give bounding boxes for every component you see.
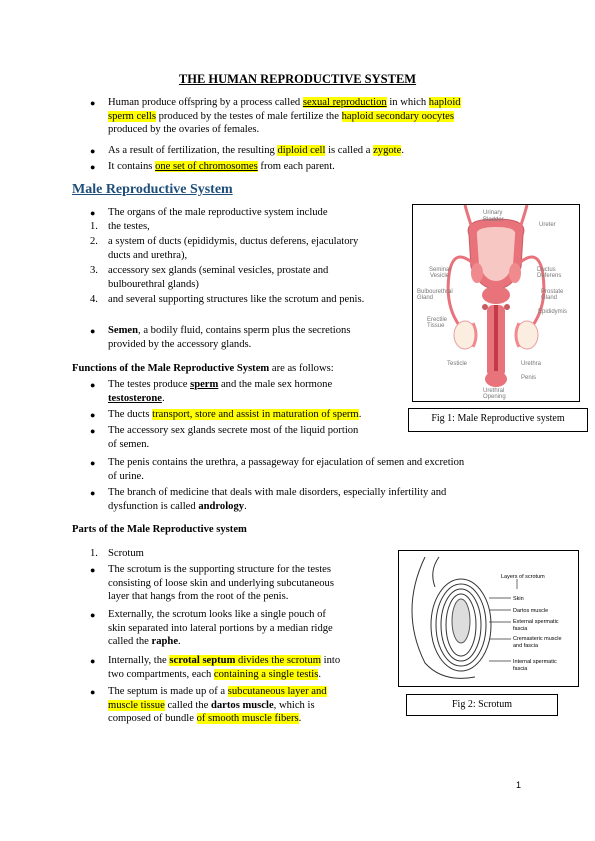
bullet-icon: ● <box>90 565 96 575</box>
label-internal-2: fascia <box>513 666 528 672</box>
label-dartos: Dartos muscle <box>513 608 549 614</box>
label-bulbourethral-2: Gland <box>417 295 434 301</box>
function-2: The ducts transport, store and assist in maturation of sperm. <box>108 409 362 420</box>
label-ductus: Ductus <box>537 267 556 273</box>
label-penis: Penis <box>521 375 537 381</box>
label-urethral-opening-2: Opening <box>483 394 506 400</box>
scrotum-bullet-4: The septum is made up of a subcutaneous layer and muscle tissue called the dartos muscle, which is composed of bundle of smooth muscle fibers. <box>108 686 327 725</box>
section-heading-male-reproductive-system: Male Reproductive System <box>72 182 233 197</box>
functions-heading: Functions of the Male Reproductive System are as follows: <box>72 363 334 374</box>
label-urethra: Urethra <box>521 361 542 367</box>
organ-item-3: accessory sex glands (seminal vesicles, prostate and bulbourethral glands) <box>108 265 329 290</box>
label-ductus-2: Deferens <box>537 273 562 279</box>
organ-item-4: and several supporting structures like the scrotum and penis. <box>108 294 365 305</box>
label-internal: Internal spermatic <box>513 659 557 665</box>
label-cremasteric: Cremasteric muscle <box>513 636 562 642</box>
label-external: External spermatic <box>513 619 559 625</box>
scrotum-bullet-2: Externally, the scrotum looks like a single pouch of skin separated into lateral portions by a median ridge called the raphe. <box>108 609 333 648</box>
bullet-icon: ● <box>90 162 96 172</box>
label-skin: Skin <box>513 596 524 602</box>
label-layers: Layers of scrotum <box>501 574 545 580</box>
function-3: The accessory sex glands secrete most of the liquid portion of semen. <box>108 425 359 450</box>
figure-2-caption: Fig 2: Scrotum <box>406 694 558 716</box>
bullet-icon: ● <box>90 326 96 336</box>
male-reproductive-diagram <box>413 205 579 401</box>
label-bulbourethral: Bulbourethral <box>417 289 453 295</box>
bullet-icon: ● <box>90 426 96 436</box>
label-cremasteric-2: and fascia <box>513 643 539 649</box>
label-urethral-opening: Urethral <box>483 388 505 394</box>
label-external-2: fascia <box>513 626 528 632</box>
label-seminal: Seminal <box>429 267 451 273</box>
bullet-icon: ● <box>90 410 96 420</box>
bullet-icon: ● <box>90 380 96 390</box>
bullet-icon: ● <box>90 488 96 498</box>
label-prostate: Prostate <box>541 289 564 295</box>
label-ureter: Ureter <box>539 222 556 228</box>
function-4: The penis contains the urethra, a passageway for ejaculation of semen and excretion of urine. <box>108 457 465 482</box>
label-erectile-2: Tissue <box>427 323 445 329</box>
organs-intro: The organs of the male reproductive system include <box>108 207 328 218</box>
figure-scrotum <box>398 550 579 687</box>
figure-1-caption: Fig 1: Male Reproductive system <box>408 408 588 432</box>
list-number: 3. <box>90 265 98 276</box>
bullet-icon: ● <box>90 687 96 697</box>
intro-bullet-2: As a result of fertilization, the resulting diploid cell is called a zygote. <box>108 145 404 156</box>
bullet-icon: ● <box>90 146 96 156</box>
list-number: 1. <box>90 548 98 559</box>
function-1: The testes produce sperm and the male sex hormone testosterone. <box>108 379 333 404</box>
scrotum-bullet-1: The scrotum is the supporting structure for the testes consisting of loose skin and underlying subcutaneous layer that hangs from the root of the penis. <box>108 564 334 603</box>
intro-bullet-3: It contains one set of chromosomes from each parent. <box>108 161 335 172</box>
list-number: 1. <box>90 221 98 232</box>
label-bladder-2: Bladder <box>483 217 504 223</box>
intro-bullet-1: Human produce offspring by a process called sexual reproduction in which haploid sperm cells produced by the testes of male fertilize the haploid secondary oocytes produced by the ovaries of females. <box>108 97 461 136</box>
organ-item-2: a system of ducts (epididymis, ductus deferens, ejaculatory ducts and urethra), <box>108 236 359 261</box>
page-number: 1 <box>516 780 522 790</box>
label-seminal-2: Vesicle <box>430 273 450 279</box>
bullet-icon: ● <box>90 208 96 218</box>
label-erectile: Erectile <box>427 317 448 323</box>
list-number: 2. <box>90 236 98 247</box>
scrotum-bullet-3: Internally, the scrotal septum divides the scrotum into two compartments, each containing a single testis. <box>108 655 341 680</box>
list-number: 4. <box>90 294 98 305</box>
function-5: The branch of medicine that deals with male disorders, especially infertility and dysfunction is called andrology. <box>108 487 447 512</box>
bullet-icon: ● <box>90 458 96 468</box>
label-bladder: Urinary <box>483 210 503 216</box>
scrotum-diagram <box>399 551 578 686</box>
figure-male-reproductive-system <box>412 204 580 402</box>
parts-heading: Parts of the Male Reproductive system <box>72 524 247 535</box>
bullet-icon: ● <box>90 656 96 666</box>
bullet-icon: ● <box>90 610 96 620</box>
semen-bullet: Semen, a bodily fluid, contains sperm plus the secretions provided by the accessory glands. <box>108 325 351 350</box>
label-epididymis: Epididymis <box>538 309 568 315</box>
organ-item-1: the testes, <box>108 221 150 232</box>
label-prostate-2: Gland <box>541 295 558 301</box>
document-title: THE HUMAN REPRODUCTIVE SYSTEM <box>178 72 417 86</box>
scrotum-item: Scrotum <box>108 548 144 559</box>
label-testicle: Testicle <box>447 361 468 367</box>
bullet-icon: ● <box>90 98 96 108</box>
